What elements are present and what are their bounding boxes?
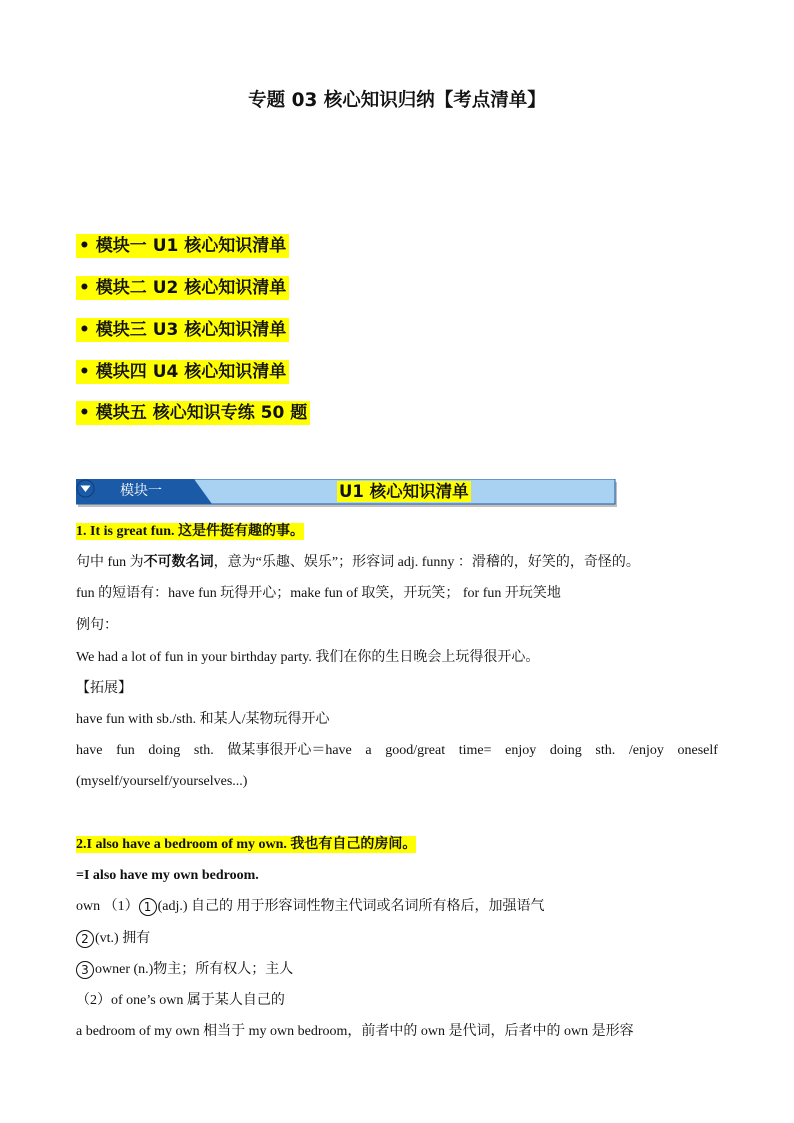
circled-number: 3 — [76, 961, 94, 979]
toc-item-module-4[interactable]: • 模块四 U4 核心知识清单 — [76, 360, 289, 384]
section1-text-line: (myself/yourself/yourselves...) — [76, 774, 248, 789]
section1-heading: 1. It is great fun. 这是件挺有趣的事。 — [76, 524, 305, 539]
page-title: 专题 03 核心知识归纳【考点清单】 — [248, 90, 546, 111]
section1-extension-heading: 【拓展】 — [76, 681, 132, 696]
section2-heading: 2.I also have a bedroom of my own. 我也有自己的房间。 — [76, 837, 417, 852]
section2-text-line: =I also have my own bedroom. — [76, 868, 259, 883]
chevron-down-circle-icon[interactable] — [76, 479, 95, 498]
section1-text-line: fun 的短语有：have fun 玩得开心；make fun of 取笑，开玩笑； for fun 开玩笑地 — [76, 586, 561, 601]
section2-text-line: （2）of one’s own 属于某人自己的 — [76, 993, 285, 1008]
banner-module-label: 模块一 — [120, 483, 162, 499]
circled-number: 1 — [139, 898, 157, 916]
banner-title: U1 核心知识清单 — [339, 482, 469, 501]
section1-text-line: 例句： — [76, 618, 118, 633]
toc-item-module-2[interactable]: • 模块二 U2 核心知识清单 — [76, 276, 289, 300]
toc-item-module-3[interactable]: • 模块三 U3 核心知识清单 — [76, 318, 289, 342]
circled-number: 2 — [76, 930, 94, 948]
section1-justified-line: have fun doing sth. 做某事很开心＝have a good/great time= enjoy doing sth. /enjoy oneself — [76, 743, 718, 758]
section2-text-line: 2 (vt.) 拥有 — [76, 929, 150, 949]
section1-text-line: have fun with sb./sth. 和某人/某物玩得开心 — [76, 712, 330, 727]
section-banner — [76, 479, 617, 507]
section2-text-line: a bedroom of my own 相当于 my own bedroom，前者中的 own 是代词，后者中的 own 是形容 — [76, 1024, 634, 1039]
section1-text-line: 句中 fun 为不可数名词，意为“乐趣、娱乐”；形容词 adj. funny ：滑稽的，好笑的，奇怪的。 — [76, 555, 640, 570]
section1-example: We had a lot of fun in your birthday party. 我们在你的生日晚会上玩得很开心。 — [76, 650, 540, 665]
section2-text-line: own （1） 1 (adj.) 自己的 用于形容词性物主代词或名词所有格后，加强语气 — [76, 899, 545, 914]
toc-item-module-1[interactable]: • 模块一 U1 核心知识清单 — [76, 234, 289, 258]
section2-text-line: 3 owner (n.)物主；所有权人；主人 — [76, 960, 293, 980]
toc-item-module-5[interactable]: • 模块五 核心知识专练 50 题 — [76, 401, 310, 425]
